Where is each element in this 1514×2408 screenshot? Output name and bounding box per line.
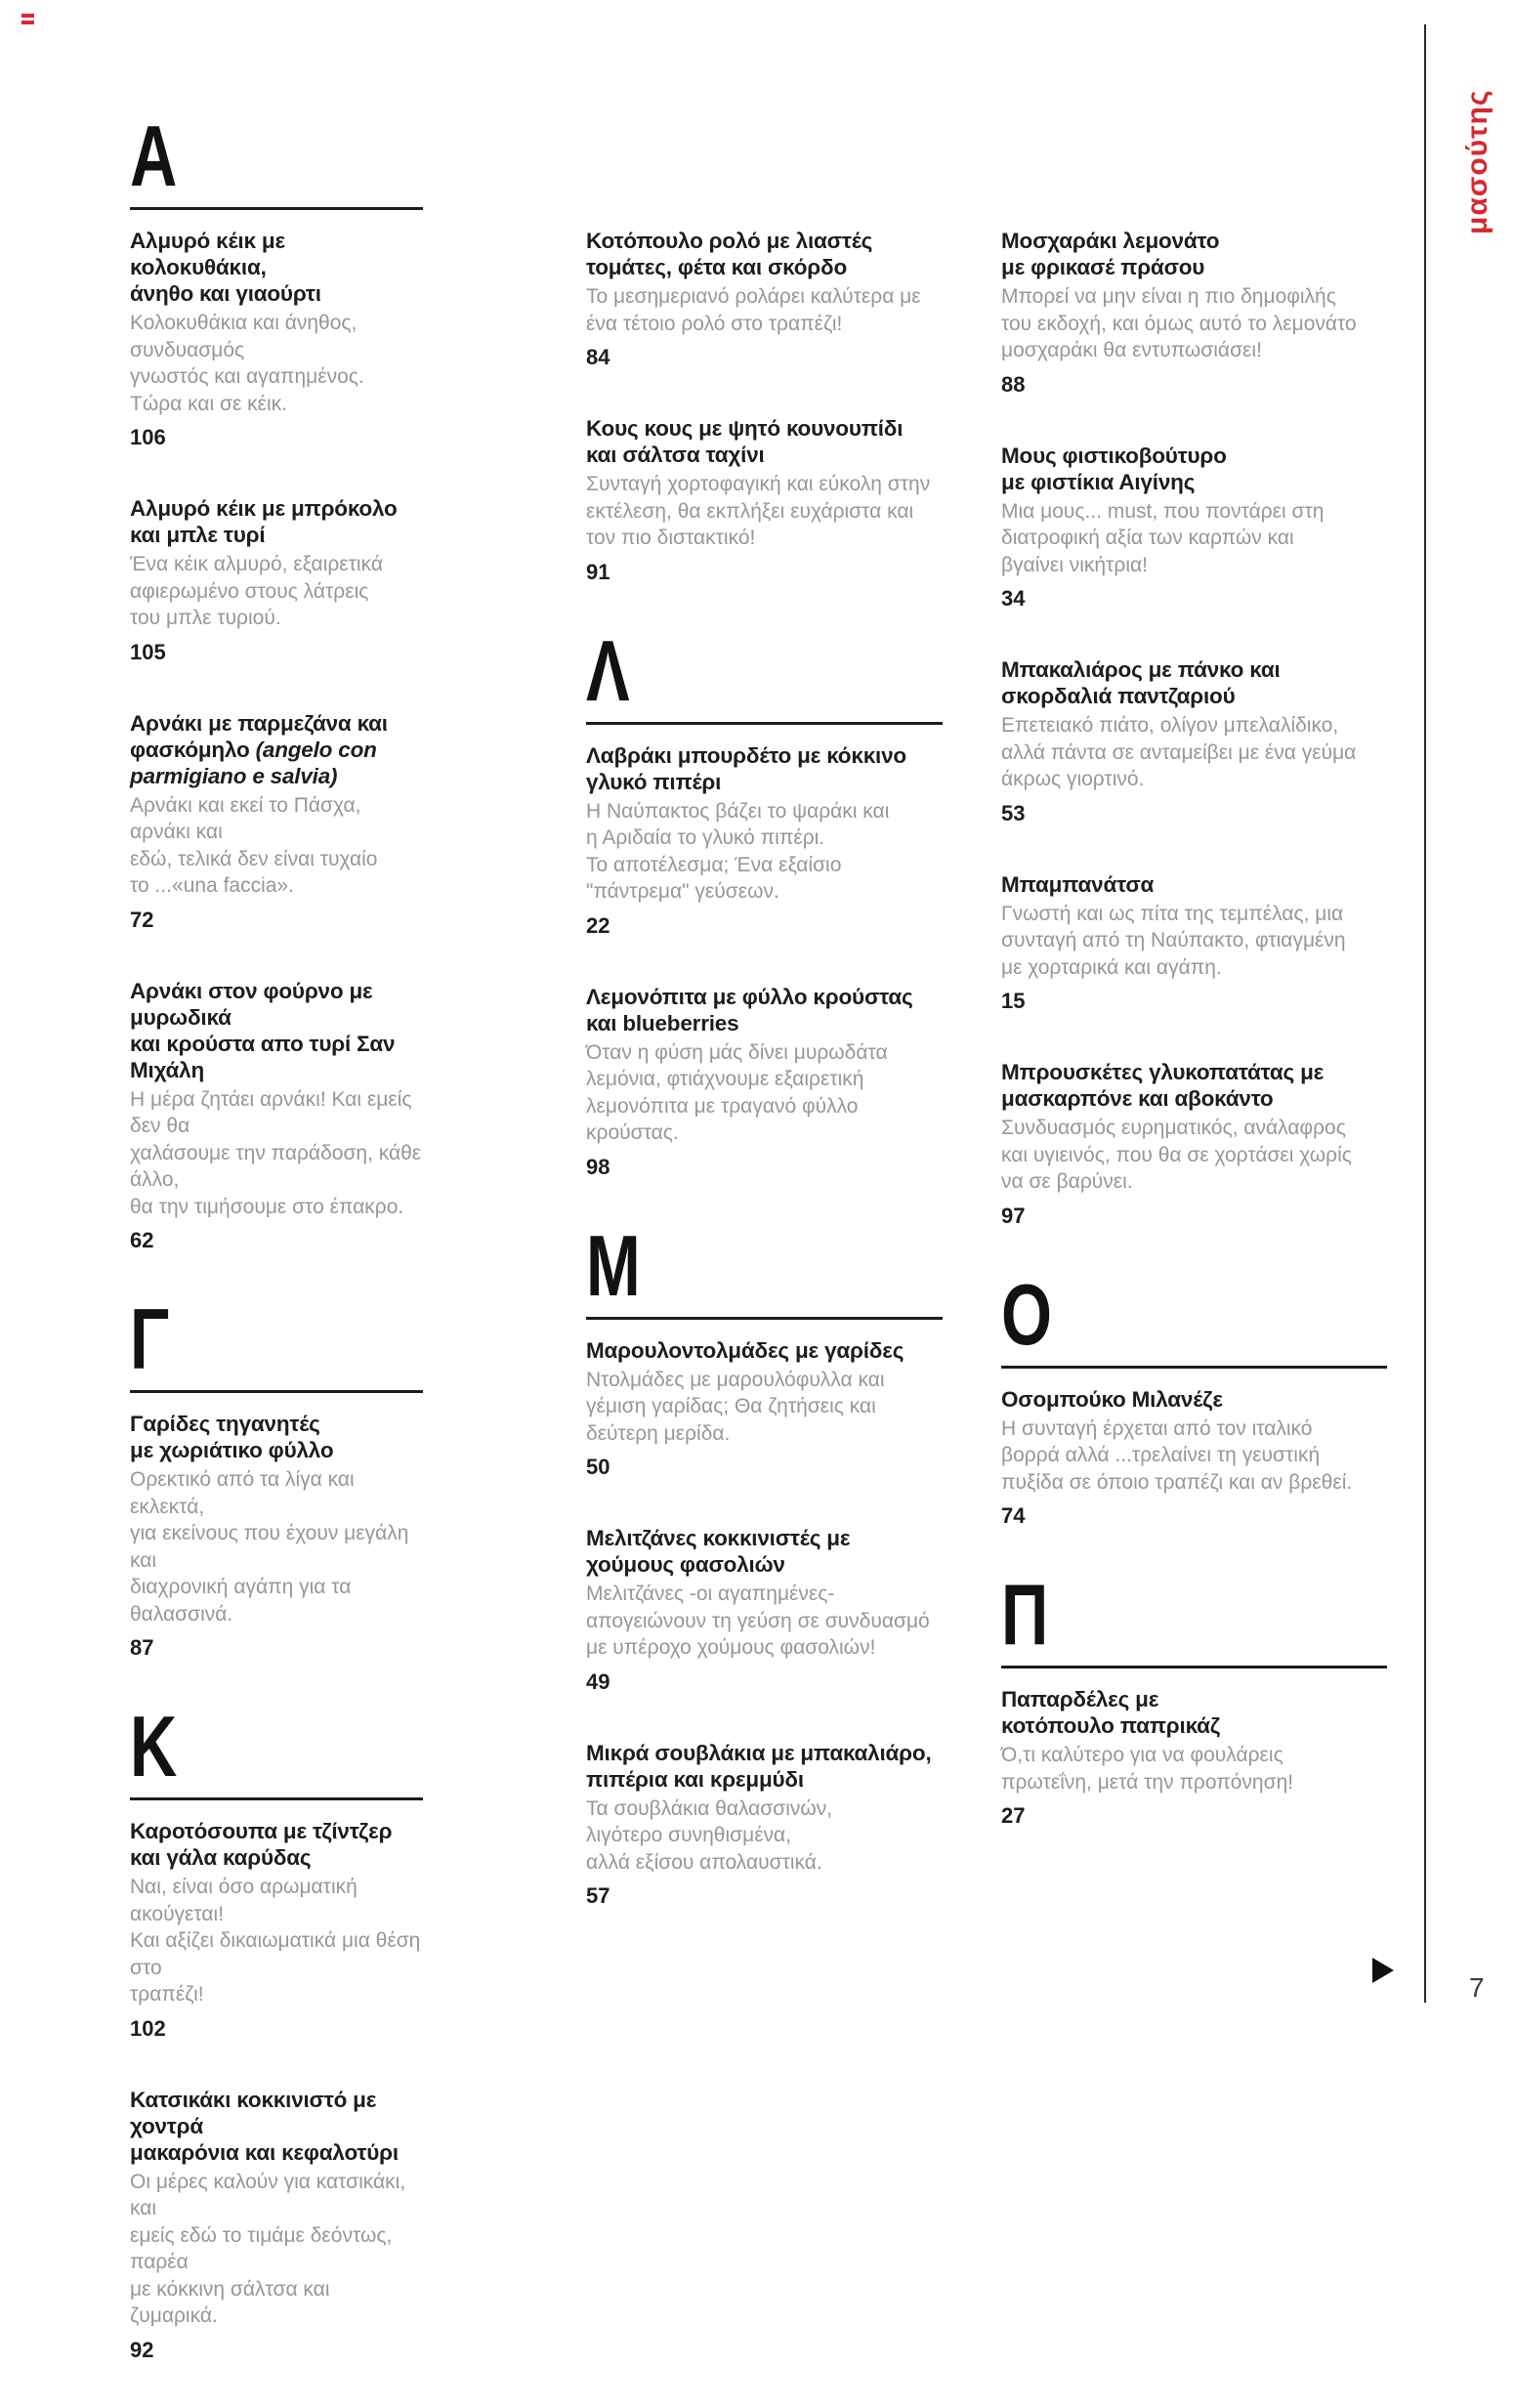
entry-page-number: 22 <box>586 912 610 938</box>
entry-description: Ορεκτικό από τα λίγα και εκλεκτά, για εκείνους που έχουν μεγάλη και διαχρονική αγάπη για τα θαλασσινά. <box>130 1468 409 1626</box>
toc-entry <box>130 710 423 932</box>
entry-page-number: 72 <box>130 907 154 932</box>
vertical-divider-line <box>1424 24 1426 2003</box>
entry-title: Κατσικάκι κοκκινιστό με χοντρά μακαρόνια και κεφαλοτύρι <box>130 2087 399 2165</box>
entry-title: Μαρουλοντολμάδες με γαρίδες <box>586 1337 904 1363</box>
entry-page-number: 49 <box>586 1669 610 1694</box>
entry-title: Μικρά σουβλάκια με μπακαλιάρο, πιπέρια και κρεμμύδι <box>586 1740 932 1792</box>
entry-title: Κοτόπουλο ρολό με λιαστές τομάτες, φέτα και σκόρδο <box>586 229 873 279</box>
entry-title: Μοσχαράκι λεμονάτο με φρικασέ πράσου <box>1001 229 1220 279</box>
toc-entry <box>130 2087 423 2362</box>
entry-page-number: 53 <box>1001 800 1026 825</box>
entry-page-number: 62 <box>130 1228 154 1252</box>
section-rule <box>586 722 943 725</box>
entry-title: Μπακαλιάρος με πάνκο και σκορδαλιά παντζαριού <box>1001 657 1281 708</box>
section-letter: Γ <box>130 1290 170 1387</box>
entry-description: Συνταγή χορτοφαγική και εύκολη στην εκτέλεση, θα εκπλήξει ευχάριστα και τον πιο διστακτικό! <box>586 473 931 549</box>
toc-entry <box>130 1818 423 2041</box>
brand-mark-bar <box>21 14 34 18</box>
entry-description: Η Ναύπακτος βάζει το ψαράκι και η Αριδαία το γλυκό πιπέρι. Το αποτέλεσμα; Ένα εξαίσιο "πάντρεμα" γεύσεων. <box>586 799 890 903</box>
toc-entry <box>1001 228 1387 397</box>
entry-description: Οι μέρες καλούν για κατσικάκι, και εμείς εδώ το τιμάμε δεόντως, παρέα με κόκκινη σάλτσα και ζυμαρικά. <box>130 2170 406 2327</box>
section-letter: Μ <box>586 1216 641 1314</box>
entry-description: Η μέρα ζητάει αρνάκι! Και εμείς δεν θα χαλάσουμε την παράδοση, κάθε άλλο, θα την τιμήσουμε στο έπακρο. <box>130 1087 422 1218</box>
entry-description: Συνδυασμός ευρηματικός, ανάλαφρος και υγιεινός, που θα σε χορτάσει χωρίς να σε βαρύνει. <box>1001 1117 1352 1193</box>
entry-page-number: 84 <box>586 345 610 369</box>
toc-column-1 <box>130 107 423 2408</box>
toc-entry <box>586 1740 943 1909</box>
brand-mark-icon <box>21 14 34 27</box>
entry-description: Η συνταγή έρχεται από τον ιταλικό βορρά αλλά ...τρελαίνει τη γευστική πυξίδα σε όποιο τραπέζι και αν βρεθεί. <box>1001 1416 1353 1494</box>
toc-entry <box>1001 656 1387 825</box>
entry-page-number: 106 <box>130 425 166 449</box>
section-rule <box>586 1317 943 1320</box>
entry-page-number: 74 <box>1001 1503 1026 1528</box>
brand-mark-bar <box>21 21 34 24</box>
entry-title: Λαβράκι μπουρδέτο με κόκκινο γλυκό πιπέρι <box>586 742 906 794</box>
entry-description: Τα σουβλάκια θαλασσινών, λιγότερο συνηθισμένα, αλλά εξίσου απολαυστικά. <box>586 1796 833 1874</box>
toc-entry <box>586 984 943 1179</box>
entry-description: Μελιτζάνες -οι αγαπημένες- απογειώνουν τη γεύση σε συνδυασμό με υπέροχο χούμους φασολιών! <box>586 1583 930 1659</box>
entry-description: Όταν η φύση μάς δίνει μυρωδάτα λεμόνια, φτιάχνουμε εξαιρετική λεμονόπιτα με τραγανό φύλλο κρούστας. <box>586 1040 888 1144</box>
toc-entry <box>586 1337 943 1480</box>
entry-title: Καροτόσουπα με τζίντζερ και γάλα καρύδας <box>130 1819 393 1870</box>
entry-page-number: 15 <box>1001 989 1026 1013</box>
toc-column-3 <box>1001 228 1387 1874</box>
entry-title: Οσομπούκο Μιλανέζε <box>1001 1386 1223 1412</box>
entry-description: Μπορεί να μην είναι η πιο δημοφιλής του εκδοχή, και όμως αυτό το λεμονάτο μοσχαράκι θα εντυπωσιάσει! <box>1001 285 1357 361</box>
entry-page-number: 97 <box>1001 1203 1026 1228</box>
entry-page-number: 57 <box>586 1883 610 1908</box>
section-header-Γ <box>130 1290 423 1393</box>
section-letter: Π <box>1001 1566 1049 1663</box>
toc-entry <box>1001 1059 1387 1228</box>
page-number: 7 <box>1469 1972 1485 2003</box>
section-rule <box>130 1797 423 1800</box>
section-rule <box>130 207 423 210</box>
entry-title: Αρνάκι με παρμεζάνα και φασκόμηλο (angelo con parmigiano e salvia) <box>130 710 388 788</box>
title-italic-segment: (angelo con <box>255 737 377 762</box>
entry-title: Μους φιστικοβούτυρο με φιστίκια Αιγίνης <box>1001 443 1227 494</box>
entry-title: Παπαρδέλες με κοτόπουλο παπρικάζ <box>1001 1687 1220 1738</box>
entry-page-number: 87 <box>130 1635 154 1660</box>
section-letter: Λ <box>586 621 630 719</box>
toc-entry <box>586 742 943 938</box>
entry-page-number: 92 <box>130 2337 154 2362</box>
section-header-Α <box>130 107 423 210</box>
entry-page-number: 105 <box>130 639 166 664</box>
section-letter: Α <box>130 107 178 204</box>
entry-title: Μελιτζάνες κοκκινιστές με χούμους φασολιών <box>586 1526 851 1577</box>
next-page-arrow-icon[interactable] <box>1372 1958 1394 1983</box>
section-header-Κ <box>130 1698 423 1800</box>
title-italic-segment: parmigiano e salvia) <box>130 763 338 788</box>
section-letter: Κ <box>130 1698 178 1795</box>
entry-title: Μπαμπανάτσα <box>1001 871 1155 897</box>
title-segment: φασκόμηλο <box>130 737 256 762</box>
entry-title: Μπρουσκέτες γλυκοπατάτας με μασκαρπόνε και αβοκάντο <box>1001 1060 1325 1111</box>
entry-description: Ναι, είναι όσο αρωματική ακούγεται! Και αξίζει δικαιωματικά μια θέση στο τραπέζι! <box>130 1876 421 2006</box>
entry-description: Κολοκυθάκια και άνηθος, συνδυασμός γνωστός και αγαπημένος. Τώρα και σε κέικ. <box>130 312 364 415</box>
section-header-Π <box>1001 1566 1387 1669</box>
toc-entry <box>130 1411 423 1660</box>
section-header-Μ <box>586 1216 943 1320</box>
toc-entry <box>1001 443 1387 612</box>
entry-description: Αρνάκι και εκεί το Πάσχα, αρνάκι και εδώ, τελικά δεν είναι τυχαίο το ...«una faccia». <box>130 793 378 897</box>
entry-title: Λεμονόπιτα με φύλλο κρούστας και blueberries <box>586 984 913 1035</box>
section-header-Λ <box>586 621 943 725</box>
section-rule <box>1001 1366 1387 1369</box>
toc-entry <box>586 1525 943 1694</box>
section-rule <box>1001 1666 1387 1669</box>
toc-entry <box>1001 1386 1387 1529</box>
entry-page-number: 27 <box>1001 1803 1026 1828</box>
section-rule <box>130 1390 423 1393</box>
entry-description: Γνωστή και ως πίτα της τεμπέλας, μια συνταγή από τη Ναύπακτο, φτιαγμένη με χορταρικά και αγάπη. <box>1001 902 1346 979</box>
entry-description: Ένα κέικ αλμυρό, εξαιρετικά αφιερωμένο στους λάτρεις του μπλε τυριού. <box>130 553 383 629</box>
toc-entry <box>130 495 423 664</box>
entry-description: Μια μους... must, που ποντάρει στη διατροφική αξία των καρπών και βγαίνει νικήτρια! <box>1001 499 1325 576</box>
entry-description: Επετειακό πιάτο, ολίγον μπελαλίδικο, αλλά πάντα σε ανταμείβει με ένα γεύμα άκρως γιορτινό. <box>1001 714 1357 790</box>
entry-page-number: 50 <box>586 1455 610 1479</box>
entry-title: Αρνάκι στον φούρνο με μυρωδικά και κρούστα απο τυρί Σαν Μιχάλη <box>130 978 396 1082</box>
entry-page-number: 102 <box>130 2015 166 2041</box>
toc-entry <box>586 228 943 369</box>
entry-title: Κους κους με ψητό κουνουπίδι και σάλτσα ταχίνι <box>586 416 904 467</box>
toc-entry <box>1001 1686 1387 1828</box>
entry-description: Ό,τι καλύτερο για να φουλάρεις πρωτεΐνη, μετά την προπόνηση! <box>1001 1744 1294 1794</box>
entry-title: Αλμυρό κέικ με μπρόκολο και μπλε τυρί <box>130 496 398 547</box>
section-header-Ο <box>1001 1265 1387 1369</box>
entry-page-number: 91 <box>586 559 610 584</box>
entry-description: Ντολμάδες με μαρουλόφυλλα και γέμιση γαρίδας; Θα ζητήσεις και δεύτερη μερίδα. <box>586 1368 885 1445</box>
brand-logo: μασούτης <box>1461 89 1493 234</box>
entry-page-number: 88 <box>1001 371 1026 397</box>
toc-column-2 <box>586 228 943 1954</box>
entry-title: Γαρίδες τηγανητές με χωριάτικο φύλλο <box>130 1412 334 1462</box>
toc-entry <box>1001 871 1387 1014</box>
section-letter: Ο <box>1001 1265 1053 1363</box>
toc-entry <box>130 228 423 449</box>
entry-page-number: 34 <box>1001 586 1026 611</box>
entry-title: Αλμυρό κέικ με κολοκυθάκια, άνηθο και γιαούρτι <box>130 229 321 306</box>
entry-description: Το μεσημεριανό ρολάρει καλύτερα με ένα τέτοιο ρολό στο τραπέζι! <box>586 285 921 335</box>
entry-page-number: 98 <box>586 1154 610 1179</box>
toc-entry <box>586 415 943 584</box>
toc-entry <box>130 978 423 1253</box>
